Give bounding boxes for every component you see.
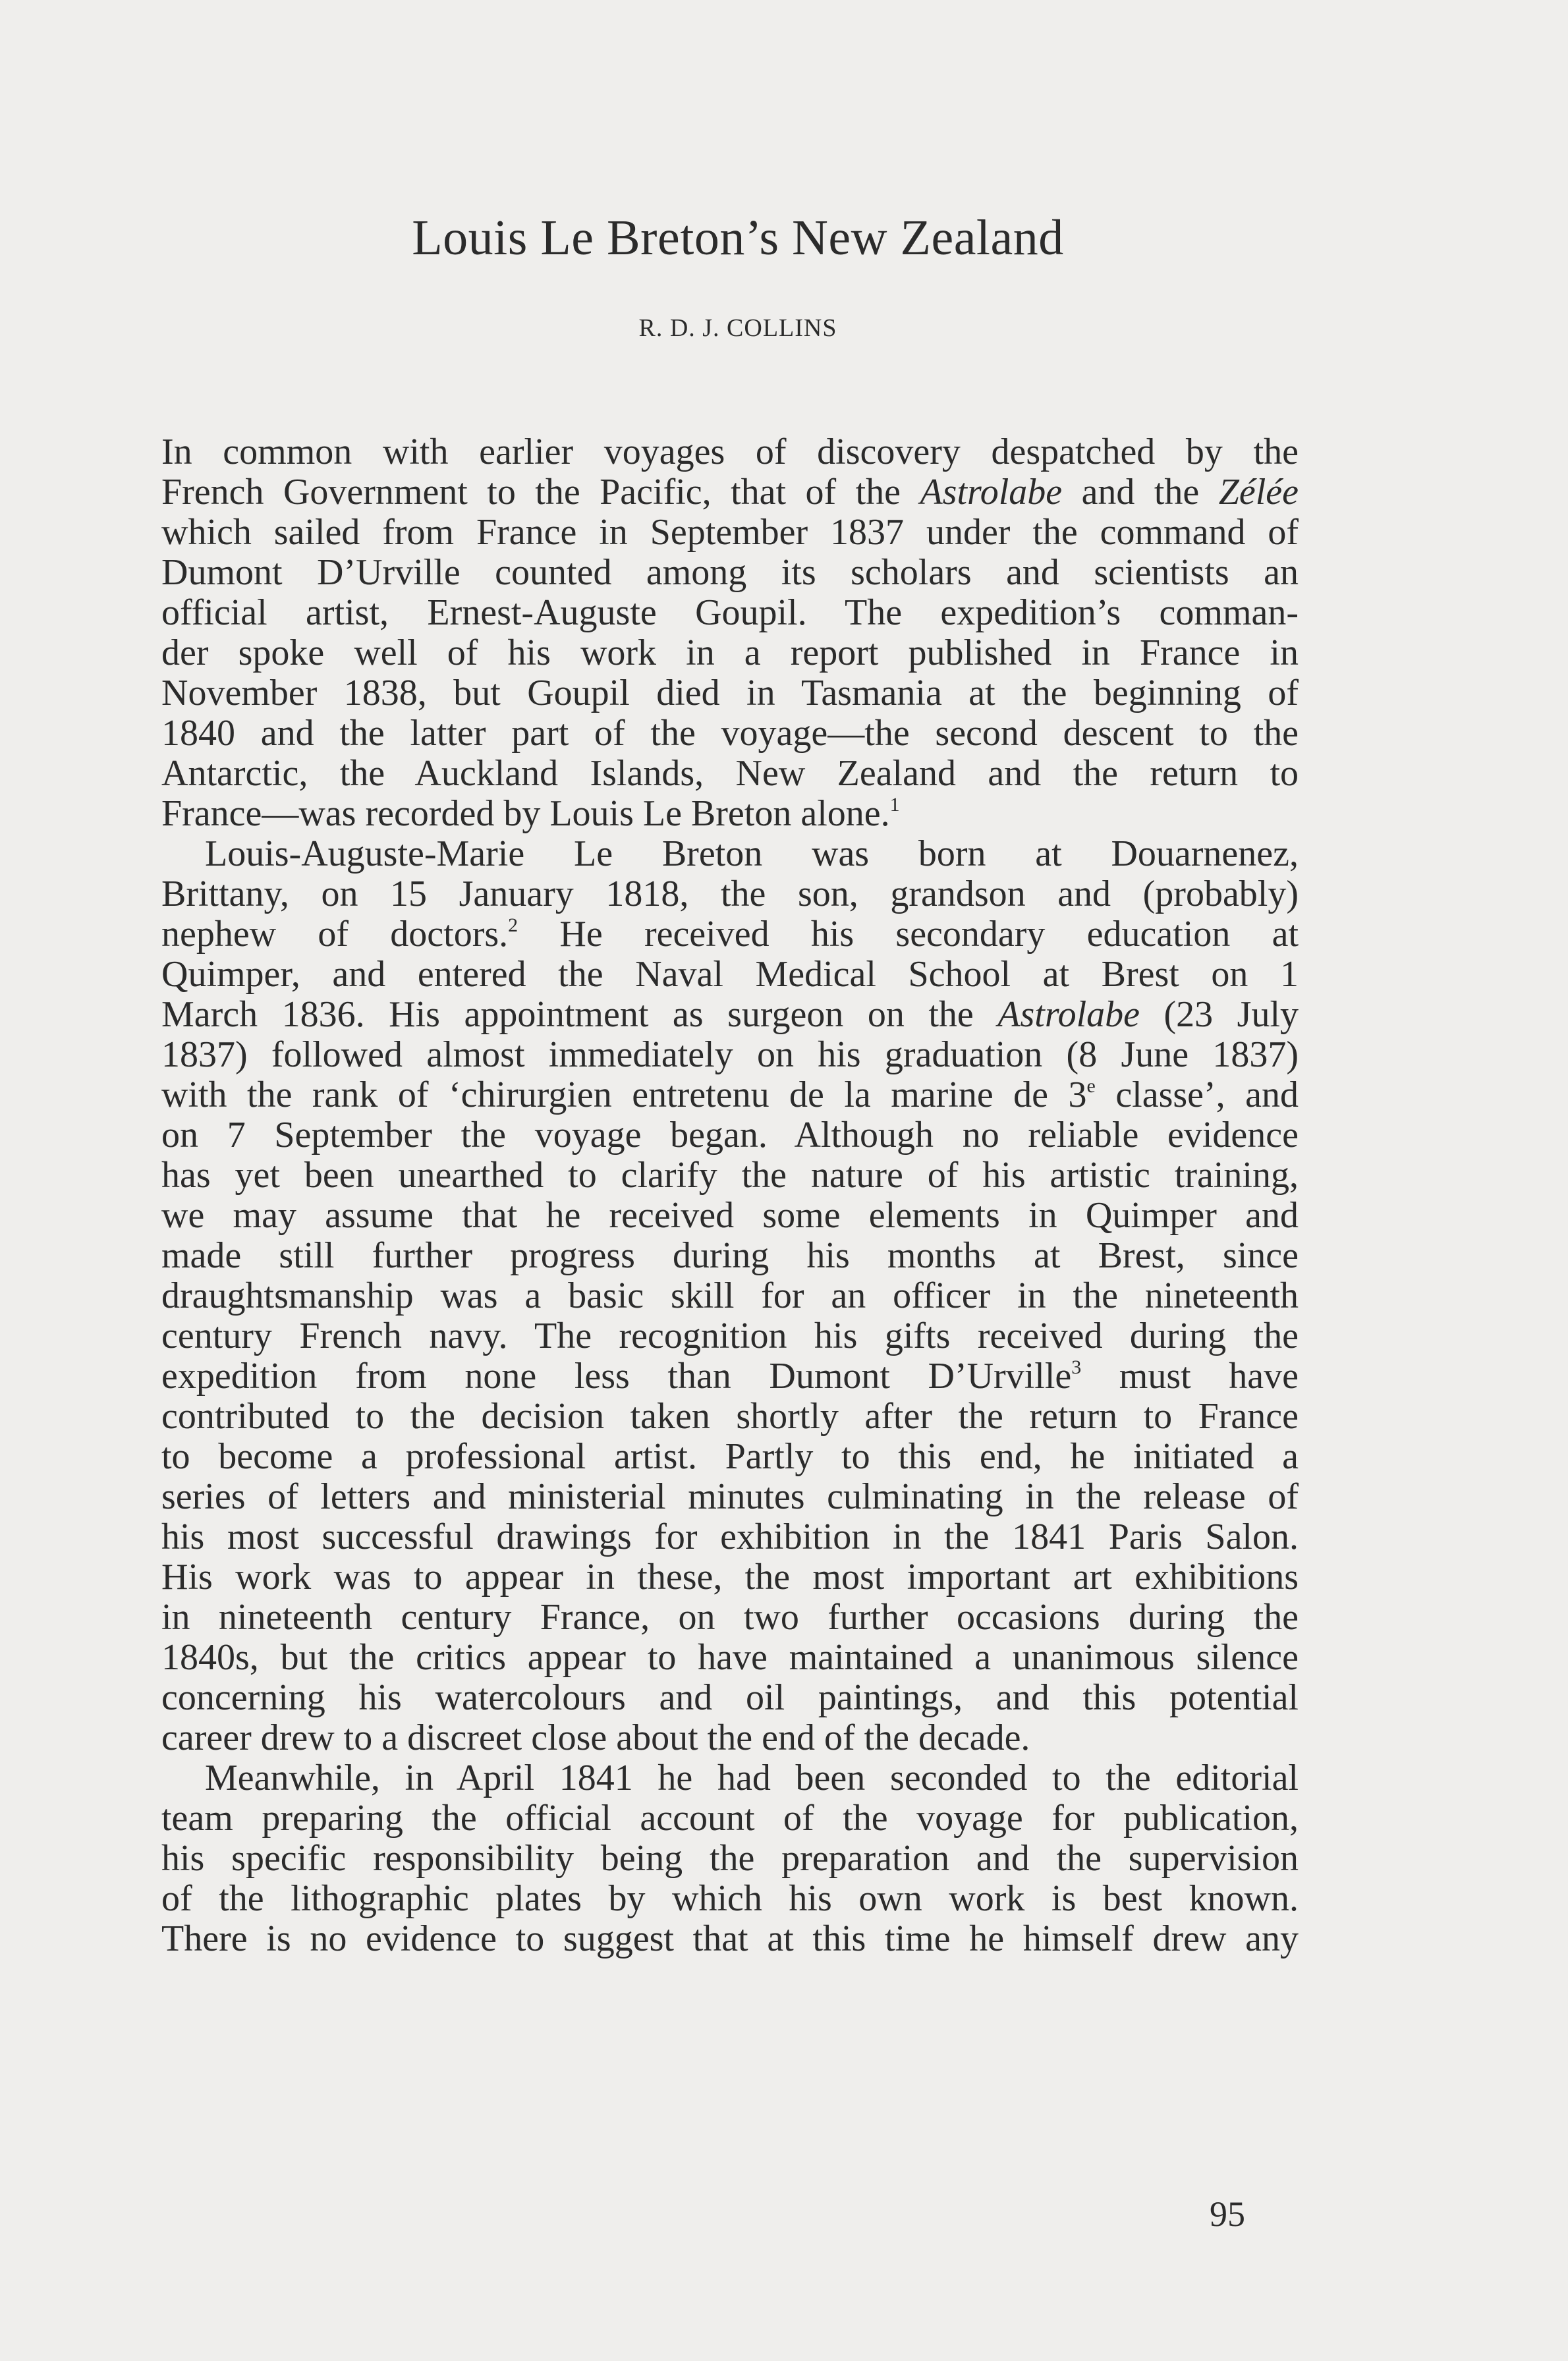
text-line bbox=[161, 1879, 1299, 1919]
text-run: with the rank of ‘chirurgien entretenu de la marine de 3 bbox=[161, 1074, 1087, 1115]
text-line bbox=[161, 1517, 1299, 1557]
text-line bbox=[161, 633, 1299, 673]
text-line bbox=[161, 1718, 1299, 1758]
text-run: 1840s, but the critics appear to have maintained a unanimous silence bbox=[161, 1637, 1299, 1678]
text-run: contributed to the decision taken shortly after the return to France bbox=[161, 1396, 1299, 1437]
text-line bbox=[161, 553, 1299, 593]
text-run: (23 July bbox=[1139, 994, 1299, 1035]
text-run: 1840 and the latter part of the voyage—the second descent to the bbox=[161, 713, 1299, 754]
text-run: official artist, Ernest-Auguste Goupil. The expedition’s comman- bbox=[161, 592, 1299, 633]
text-run: century French navy. The recognition his gifts received during the bbox=[161, 1316, 1299, 1356]
text-line bbox=[161, 1477, 1299, 1517]
text-run: There is no evidence to suggest that at this time he himself drew any bbox=[161, 1918, 1299, 1959]
text-run: his most successful drawings for exhibition in the 1841 Paris Salon. bbox=[161, 1516, 1299, 1557]
text-line bbox=[161, 1919, 1299, 1959]
text-line bbox=[161, 472, 1299, 513]
text-line bbox=[161, 834, 1299, 874]
text-run: has yet been unearthed to clarify the nature of his artistic training, bbox=[161, 1155, 1299, 1196]
superscript: 1 bbox=[889, 794, 900, 816]
text-line bbox=[161, 1356, 1299, 1397]
italic-ship-name: Astrolabe bbox=[997, 994, 1140, 1035]
text-run: nephew of doctors. bbox=[161, 914, 509, 955]
text-run: team preparing the official account of the voyage for publication, bbox=[161, 1798, 1299, 1839]
text-run: November 1838, but Goupil died in Tasmania at the beginning of bbox=[161, 673, 1299, 713]
text-line bbox=[161, 1236, 1299, 1276]
superscript: e bbox=[1086, 1075, 1096, 1097]
text-run: his specific responsibility being the preparation and the supervision bbox=[161, 1838, 1299, 1879]
text-run: we may assume that he received some elements in Quimper and bbox=[161, 1195, 1299, 1236]
text-line bbox=[161, 874, 1299, 914]
text-line bbox=[161, 995, 1299, 1035]
text-run: on 7 September the voyage began. Although no reliable evidence bbox=[161, 1115, 1299, 1155]
italic-ship-name: Astrolabe bbox=[920, 472, 1063, 513]
superscript: 3 bbox=[1071, 1356, 1082, 1378]
text-line bbox=[161, 914, 1299, 955]
text-run: draughtsmanship was a basic skill for an officer in the nineteenth bbox=[161, 1275, 1299, 1316]
text-line bbox=[161, 1316, 1299, 1356]
text-line bbox=[161, 1597, 1299, 1638]
text-line bbox=[161, 1196, 1299, 1236]
text-run: Antarctic, the Auckland Islands, New Zealand and the return to bbox=[161, 753, 1299, 794]
text-run: series of letters and ministerial minutes culminating in the release of bbox=[161, 1476, 1299, 1517]
text-line bbox=[161, 673, 1299, 713]
text-line bbox=[161, 1115, 1299, 1155]
text-run: In common with earlier voyages of discovery despatched by the bbox=[161, 431, 1299, 472]
text-run: March 1836. His appointment as surgeon on the bbox=[161, 994, 998, 1035]
text-run: der spoke well of his work in a report published in France in bbox=[161, 632, 1299, 673]
text-line bbox=[161, 955, 1299, 995]
text-line bbox=[161, 1397, 1299, 1437]
text-run: Quimper, and entered the Naval Medical School at Brest on 1 bbox=[161, 954, 1299, 995]
text-run: French Government to the Pacific, that of the bbox=[161, 472, 920, 513]
text-run: classe’, and bbox=[1095, 1074, 1299, 1115]
text-run: to become a professional artist. Partly to this end, he initiated a bbox=[161, 1436, 1299, 1477]
text-line bbox=[161, 1638, 1299, 1678]
text-run: Meanwhile, in April 1841 he had been seconded to the editorial bbox=[205, 1758, 1299, 1798]
text-line bbox=[161, 593, 1299, 633]
text-run: expedition from none less than Dumont D’Urville bbox=[161, 1356, 1072, 1397]
text-line bbox=[161, 432, 1299, 472]
text-run: must have bbox=[1081, 1356, 1299, 1397]
text-line bbox=[161, 794, 1299, 834]
text-run: France—was recorded by Louis Le Breton alone. bbox=[161, 793, 890, 834]
text-line bbox=[161, 1437, 1299, 1477]
article-author: R. D. J. COLLINS bbox=[638, 314, 837, 342]
article-title: Louis Le Breton’s New Zealand bbox=[412, 210, 1064, 265]
text-line bbox=[161, 1839, 1299, 1879]
text-run: His work was to appear in these, the most important art exhibitions bbox=[161, 1557, 1299, 1597]
text-line bbox=[161, 1276, 1299, 1316]
text-run: concerning his watercolours and oil paintings, and this potential bbox=[161, 1677, 1299, 1718]
text-line bbox=[161, 1758, 1299, 1798]
superscript: 2 bbox=[508, 914, 518, 936]
text-run: 1837) followed almost immediately on his graduation (8 June 1837) bbox=[161, 1034, 1299, 1075]
text-line bbox=[161, 513, 1299, 553]
text-line bbox=[161, 1155, 1299, 1196]
article-body bbox=[161, 432, 1299, 1959]
text-run: Louis-Auguste-Marie Le Breton was born at Douarnenez, bbox=[205, 833, 1299, 874]
text-run: Dumont D’Urville counted among its scholars and scientists an bbox=[161, 552, 1299, 593]
text-line bbox=[161, 1678, 1299, 1718]
text-line bbox=[161, 754, 1299, 794]
text-line bbox=[161, 1075, 1299, 1115]
text-run: career drew to a discreet close about the end of the decade. bbox=[161, 1717, 1030, 1758]
text-run: made still further progress during his months at Brest, since bbox=[161, 1235, 1299, 1276]
text-line bbox=[161, 1798, 1299, 1839]
page-number: 95 bbox=[1210, 2194, 1245, 2234]
text-line bbox=[161, 1557, 1299, 1597]
text-line bbox=[161, 713, 1299, 754]
text-run: He received his secondary education at bbox=[518, 914, 1299, 955]
text-run: of the lithographic plates by which his own work is best known. bbox=[161, 1878, 1299, 1919]
text-run: which sailed from France in September 1837 under the command of bbox=[161, 512, 1299, 553]
text-run: and the bbox=[1062, 472, 1219, 513]
text-run: in nineteenth century France, on two further occasions during the bbox=[161, 1597, 1299, 1638]
text-line bbox=[161, 1035, 1299, 1075]
italic-ship-name: Zélée bbox=[1218, 472, 1299, 513]
text-run: Brittany, on 15 January 1818, the son, grandson and (probably) bbox=[161, 874, 1299, 914]
